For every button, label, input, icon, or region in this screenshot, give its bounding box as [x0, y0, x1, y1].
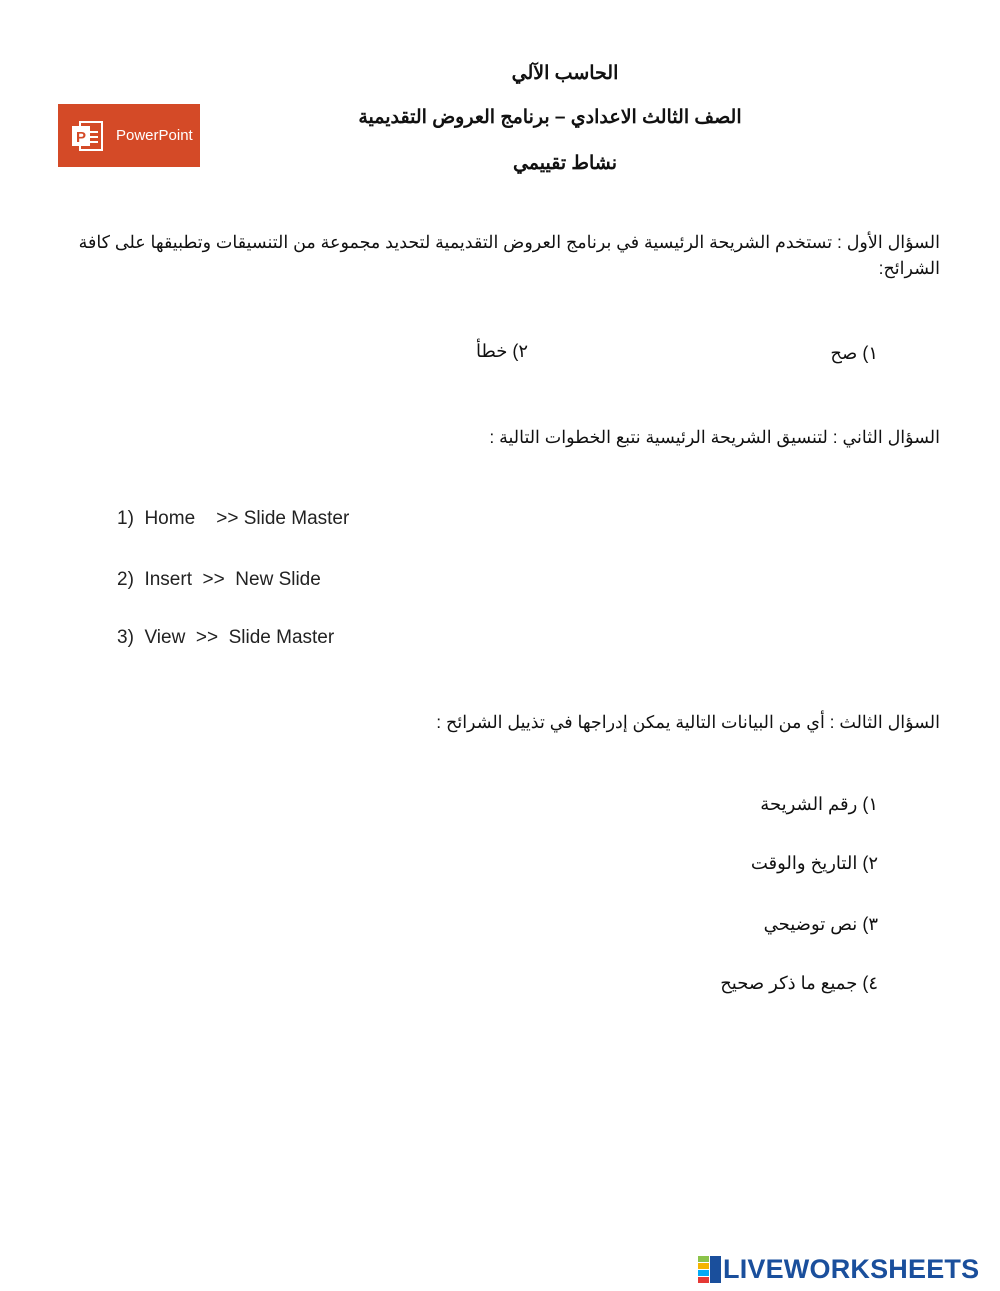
liveworksheets-logo-icon [697, 1255, 723, 1285]
q1-option-false[interactable]: ٢) خطأ [475, 341, 528, 361]
liveworksheets-brand [697, 1254, 979, 1285]
q3-option-3[interactable]: ٣) نص توضيحي [763, 914, 878, 934]
grade-topic-title: الصف الثالث الاعدادي – برنامج العروض التقديمية [358, 107, 742, 128]
powerpoint-logo [58, 104, 200, 167]
question-1-text: السؤال الأول : تستخدم الشريحة الرئيسية في برنامج العروض التقديمية لتحديد مجموعة من التنسيقات وتطبيقها على كافة الشرائح: [78, 232, 940, 278]
q2-option-1[interactable]: 1) Home >> Slide Master [117, 508, 350, 529]
q3-option-2[interactable]: ٢) التاريخ والوقت [750, 853, 878, 873]
q3-option-1[interactable]: ١) رقم الشريحة [760, 794, 878, 814]
question-3-text: السؤال الثالث : أي من البيانات التالية يمكن إدراجها في تذييل الشرائح : [436, 712, 940, 732]
question-2-text: السؤال الثاني : لتنسيق الشريحة الرئيسية نتبع الخطوات التالية : [489, 427, 940, 447]
svg-text:P: P [75, 128, 87, 146]
q2-option-2[interactable]: 2) Insert >> New Slide [117, 569, 321, 590]
q2-option-3[interactable]: 3) View >> Slide Master [117, 627, 335, 648]
powerpoint-label: PowerPoint [116, 127, 193, 144]
subject-title: الحاسب الآلي [511, 63, 619, 84]
q3-option-4[interactable]: ٤) جميع ما ذكر صحيح [720, 973, 878, 993]
q1-option-true[interactable]: ١) صح [830, 343, 878, 363]
activity-title: نشاط تقييمي [512, 153, 618, 174]
powerpoint-icon [68, 116, 108, 156]
liveworksheets-text: LIVEWORKSHEETS [723, 1254, 980, 1284]
